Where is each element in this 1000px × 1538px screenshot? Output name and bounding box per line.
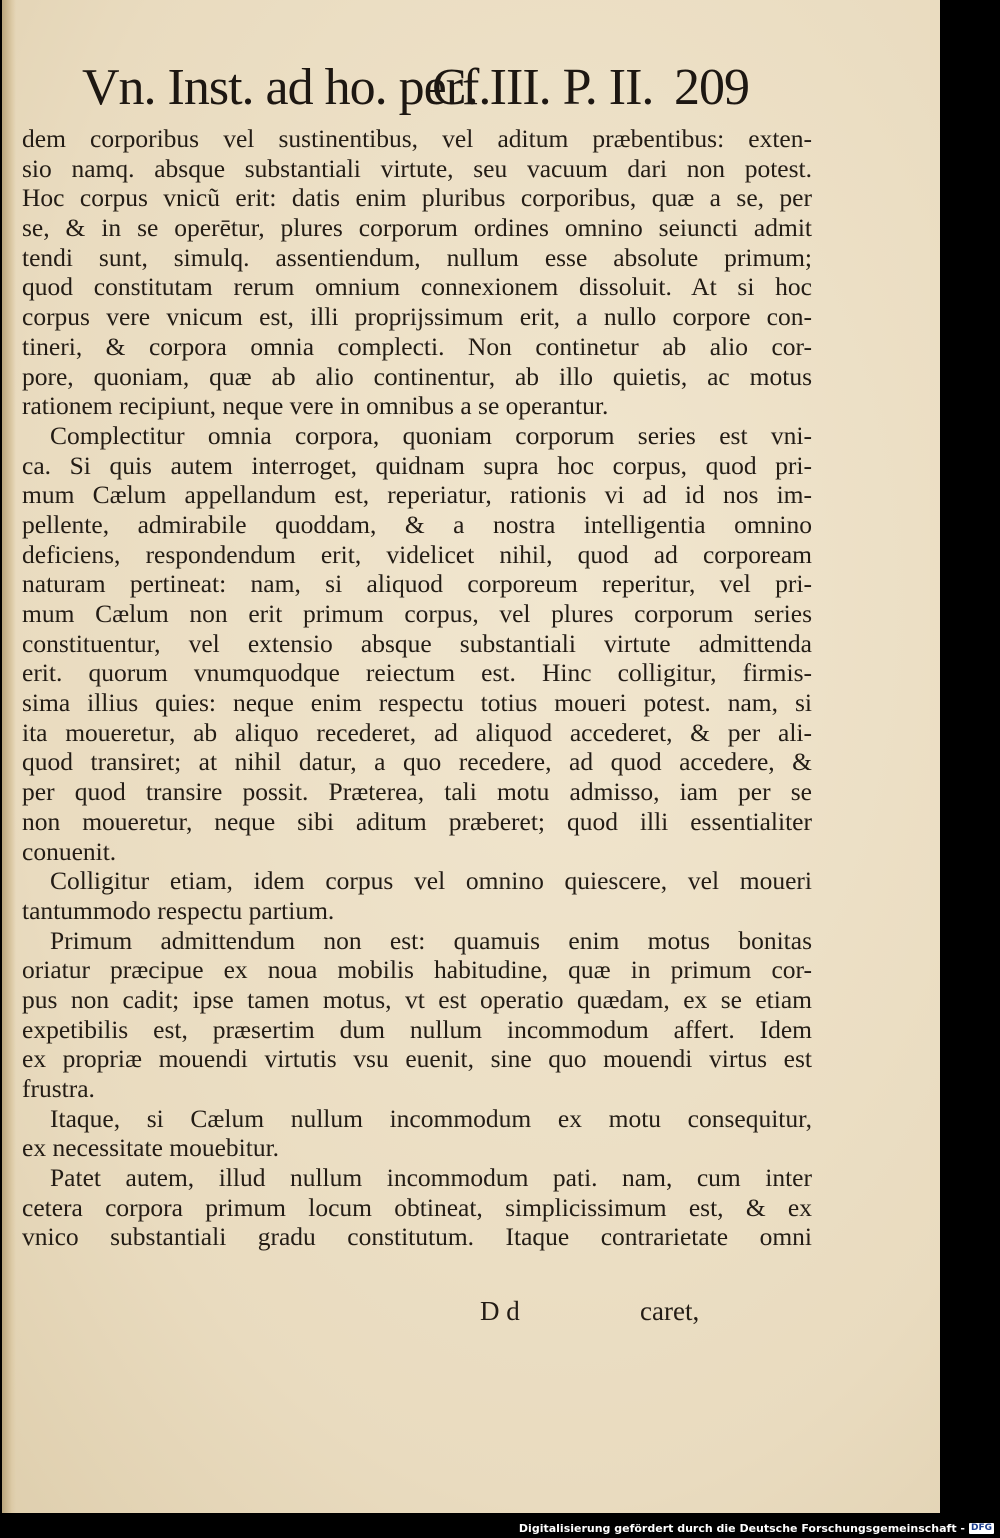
running-header (82, 58, 782, 128)
running-title: Vn. Inst. ad ho. perf. (82, 59, 491, 116)
text-line: mum Cælum appellandum est, reperiatur, rationis vi ad id nos im- (22, 480, 812, 510)
text-line: erit. quorum vnumquodque reiectum est. Hinc colligitur, firmis- (22, 658, 812, 688)
text-line: tendi sunt, simulq. assentiendum, nullum esse absolute primum; (22, 242, 812, 272)
catchword: caret, (640, 1296, 700, 1326)
text-line: ca. Si quis autem interroget, quidnam supra hoc corpus, quod pri- (22, 450, 812, 480)
text-line: conuenit. (22, 836, 117, 866)
text-line: naturam pertineat: nam, si aliquod corporeum reperitur, vel pri- (22, 569, 812, 599)
text-line: non moueretur, neque sibi aditum præberet; quod illi essentialiter (22, 806, 812, 836)
text-line: pore, quoniam, quæ ab alio continentur, ab illo quietis, ac motus (22, 361, 812, 391)
text-line: ex propriæ mouendi virtutis vsu euenit, sine quo mouendi virtus est (22, 1044, 812, 1074)
text-line: Patet autem, illud nullum incommodum pati. nam, cum inter (50, 1163, 812, 1193)
text-line: constituentur, vel extensio absque substantiali virtute admittenda (22, 628, 812, 658)
text-line: per quod transire possit. Præterea, tali motu admisso, iam per se (22, 777, 812, 807)
dfg-logo: DFG (970, 1522, 992, 1533)
text-line: Complectitur omnia corpora, quoniam corporum series est vni- (50, 420, 812, 450)
text-line: quod transiret; at nihil datur, a quo recedere, ad quod accedere, & (22, 747, 812, 777)
text-line: corpus vere vnicum est, illi proprijssimum erit, a nullo corpore con- (22, 302, 812, 332)
signature-mark: D d (480, 1296, 520, 1326)
page-gutter (2, 0, 16, 1513)
digitization-footer (519, 1521, 994, 1535)
text-line: ita moueretur, ab aliquo recederet, ad aliquod accederet, & per ali- (22, 717, 812, 747)
text-line: tantummodo respectu partium. (22, 895, 335, 925)
chapter-reference: C. III. P. II. (432, 59, 654, 116)
text-line: dem corporibus vel sustinentibus, vel aditum præbentibus: exten- (22, 124, 812, 153)
text-line: ex necessitate mouebitur. (22, 1133, 280, 1163)
text-line: Itaque, si Cælum nullum incommodum ex motu consequitur, (50, 1103, 812, 1133)
text-line: quod constitutam rerum omnium connexionem dissoluit. At si hoc (22, 272, 812, 302)
footer-text: Digitalisierung gefördert durch die Deutsche Forschungsgemeinschaft - (518, 1521, 965, 1535)
text-line: sio namq. absque substantiali virtute, seu vacuum dari non potest. (22, 153, 812, 183)
body-text (22, 124, 812, 1252)
book-page (2, 0, 940, 1513)
text-line: cetera corpora primum locum obtineat, simplicissimum est, & ex (22, 1192, 812, 1222)
text-line: vnico substantiali gradu constitutum. Itaque contrarietate omni (22, 1222, 812, 1252)
text-line: sima illius quies: neque enim respectu totius moueri potest. nam, si (22, 688, 812, 718)
text-line: se, & in se operētur, plures corporum ordines omnino seiuncti admit (22, 213, 812, 243)
page-number: 209 (674, 59, 749, 116)
text-line: pellente, admirabile quoddam, & a nostra intelligentia omnino (22, 509, 812, 539)
text-line: Colligitur etiam, idem corpus vel omnino quiescere, vel moueri (50, 866, 812, 896)
text-line: mum Cælum non erit primum corpus, vel plures corporum series (22, 599, 812, 628)
text-line: pus non cadit; ipse tamen motus, vt est operatio quædam, ex se etiam (22, 984, 812, 1014)
text-line: Hoc corpus vnicũ erit: datis enim pluribus corporibus, quæ a se, per (22, 183, 812, 213)
text-line: tineri, & corpora omnia complecti. Non continetur ab alio cor- (22, 331, 812, 361)
text-line: frustra. (22, 1074, 95, 1103)
text-line: Primum admittendum non est: quamuis enim motus bonitas (50, 925, 812, 955)
text-line: rationem recipiunt, neque vere in omnibus a se operantur. (22, 391, 609, 421)
text-line: oriatur præcipue ex noua mobilis habitudine, quæ in primum cor- (22, 955, 812, 985)
text-line: expetibilis est, præsertim dum nullum incommodum affert. Idem (22, 1014, 812, 1044)
text-line: deficiens, respondendum erit, videlicet nihil, quod ad corpoream (22, 539, 812, 569)
